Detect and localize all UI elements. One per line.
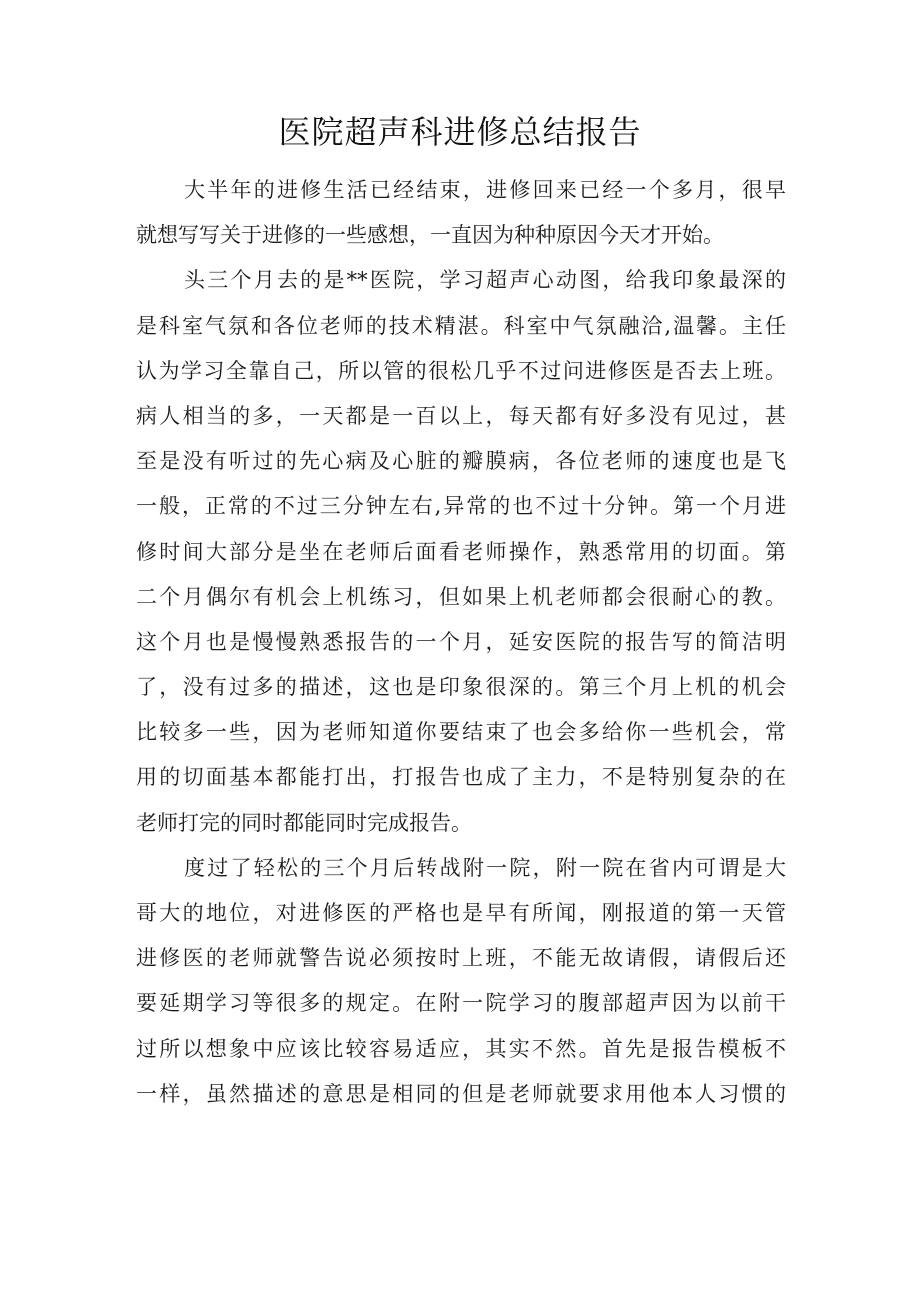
paragraph-2-line-3: 认为学习全靠自己，所以管的很松几乎不过问进修医是否去上班。 (136, 358, 786, 383)
paragraph-3-line-6: 一样，虽然描述的意思是相同的但是老师就要求用他本人习惯的 (136, 1081, 786, 1106)
paragraph-2-line-11: 比较多一些，因为老师知道你要结束了也会多给你一些机会，常 (136, 720, 786, 745)
paragraph-2-line-4: 病人相当的多，一天都是一百以上，每天都有好多没有见过，甚 (136, 403, 786, 428)
paragraph-2-line-13: 老师打完的同时都能同时完成报告。 (136, 810, 472, 835)
paragraph-3-line-1: 度过了轻松的三个月后转战附一院，附一院在省内可谓是大 (184, 855, 786, 880)
paragraph-3-line-2: 哥大的地位，对进修医的严格也是早有所闻，刚报道的第一天管 (136, 901, 786, 925)
paragraph-3-line-4: 要延期学习等很多的规定。在附一院学习的腹部超声因为以前干 (136, 991, 786, 1016)
paragraph-2-line-2: 是科室气氛和各位老师的技术精湛。科室中气氛融洽,温馨。主任 (136, 313, 786, 338)
paragraph-2-line-1: 头三个月去的是**医院，学习超声心动图，给我印象最深的 (184, 268, 786, 293)
paragraph-2-line-5: 至是没有听过的先心病及心脏的瓣膜病，各位老师的速度也是飞 (136, 449, 786, 474)
document-body (136, 168, 786, 1117)
paragraph-2-line-10: 了，没有过多的描述，这也是印象很深的。第三个月上机的机会 (136, 675, 786, 700)
paragraph-2-line-9: 这个月也是慢慢熟悉报告的一个月，延安医院的报告写的简洁明 (136, 629, 786, 654)
paragraph-2-line-7: 修时间大部分是坐在老师后面看老师操作，熟悉常用的切面。第 (136, 539, 786, 564)
paragraph-1-line-1: 大半年的进修生活已经结束，进修回来已经一个多月，很早 (184, 178, 786, 202)
paragraph-2-line-12: 用的切面基本都能打出，打报告也成了主力，不是特别复杂的在 (136, 765, 786, 790)
document-title: 医院超声科进修总结报告 (278, 113, 642, 151)
paragraph-3-line-5: 过所以想象中应该比较容易适应，其实不然。首先是报告模板不 (136, 1036, 786, 1061)
paragraph-2-line-8: 二个月偶尔有机会上机练习，但如果上机老师都会很耐心的教。 (136, 584, 786, 609)
paragraph-2-line-6: 一般，正常的不过三分钟左右,异常的也不过十分钟。第一个月进 (136, 494, 786, 519)
paragraph-3-line-3: 进修医的老师就警告说必须按时上班，不能无故请假，请假后还 (136, 946, 786, 971)
paragraph-1-line-2: 就想写写关于进修的一些感想，一直因为种种原因今天才开始。 (136, 223, 724, 248)
